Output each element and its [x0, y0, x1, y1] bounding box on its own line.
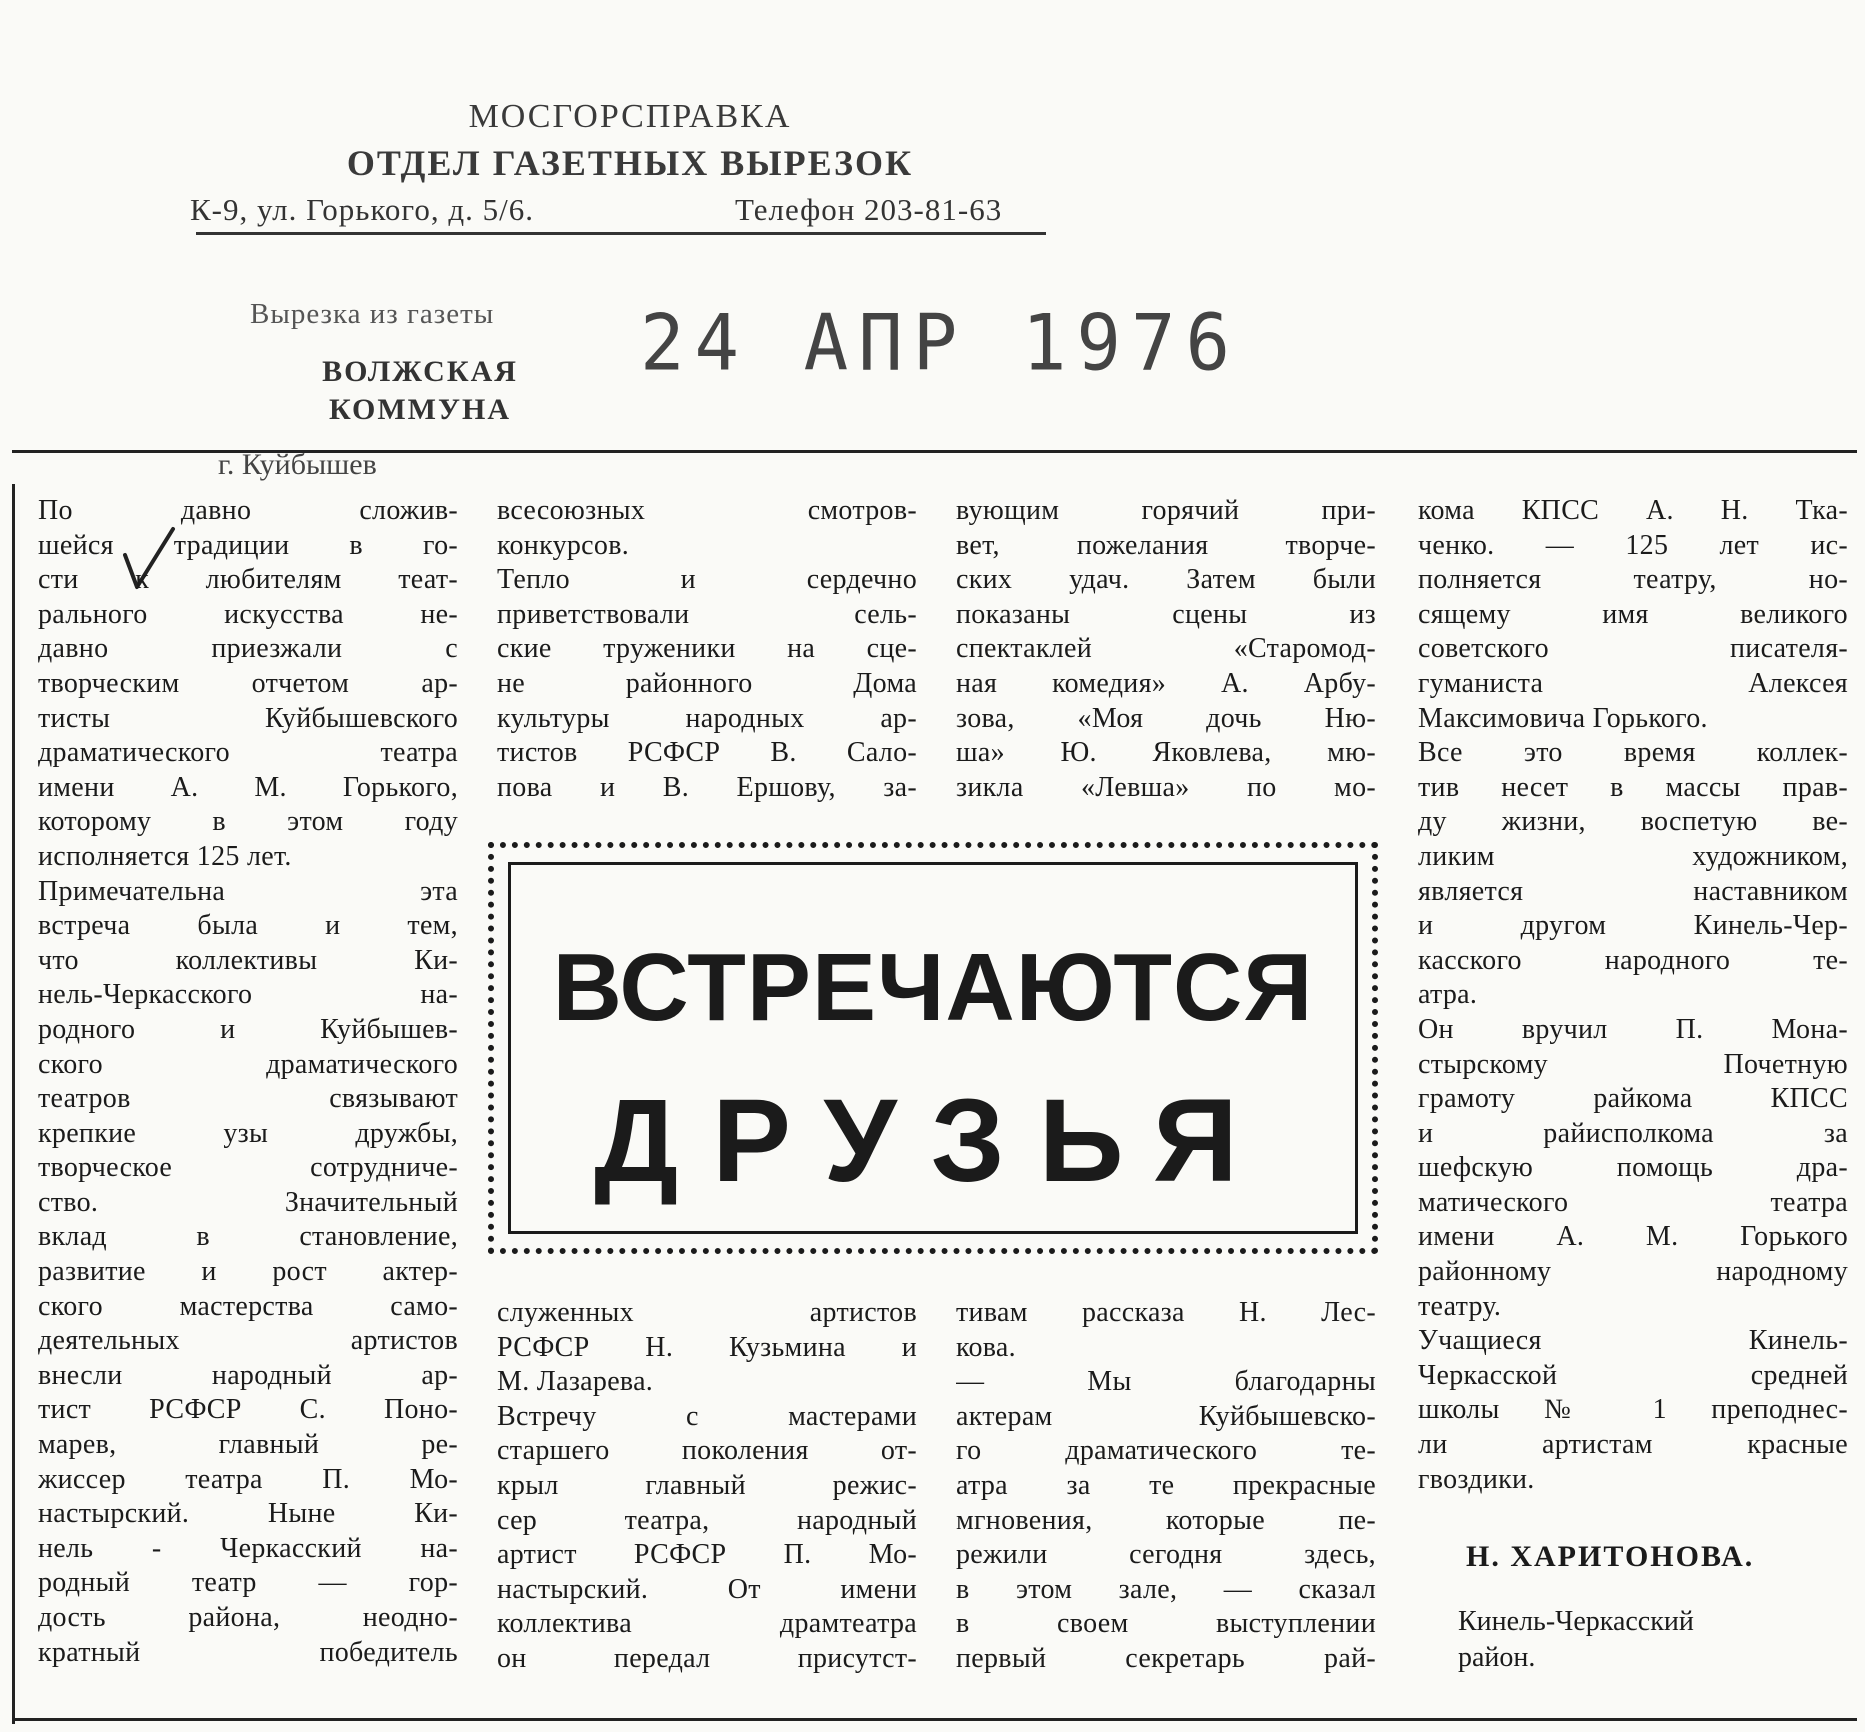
- text-line: вет, пожелания творче-: [956, 529, 1376, 561]
- text-line: По давно сложив-: [38, 495, 458, 526]
- text-line: первый секретарь рай-: [956, 1642, 1376, 1674]
- article-left-rule: [12, 484, 15, 1724]
- cut-label: Вырезка из газеты: [250, 298, 495, 330]
- text-line: тивам рассказа Н. Лес-: [956, 1297, 1376, 1328]
- text-line: ликим художником,: [1418, 840, 1848, 872]
- text-line: ша» Ю. Яковлева, мю-: [956, 737, 1376, 769]
- text-line: тив несет в массы прав-: [1418, 771, 1848, 803]
- article-column-2-top: [497, 494, 917, 805]
- text-line: рального искусства не-: [38, 598, 458, 630]
- text-line: М. Лазарева.: [497, 1366, 654, 1398]
- text-line: которому в этом году: [38, 806, 458, 838]
- district-line-2: район.: [1458, 1642, 1536, 1673]
- text-line: марев, главный ре-: [38, 1429, 458, 1461]
- text-line: мгновения, которые пе-: [956, 1504, 1376, 1536]
- text-line: и райисполкома за: [1418, 1117, 1848, 1149]
- text-line: шефскую помощь дра-: [1418, 1152, 1848, 1184]
- text-line: ли артистам красные: [1418, 1429, 1848, 1461]
- text-line: деятельных артистов: [38, 1325, 458, 1357]
- newspaper-name-line1: ВОЛЖСКАЯ: [322, 355, 518, 388]
- text-line: дость района, неодно-: [38, 1602, 458, 1633]
- text-line: драматического театра: [38, 737, 458, 769]
- newspaper-name: [290, 353, 550, 429]
- text-line: гвоздики.: [1418, 1463, 1535, 1495]
- text-line: сящему имя великого: [1418, 598, 1848, 630]
- text-line: крыл главный режис-: [497, 1469, 917, 1501]
- text-line: кома КПСС А. Н. Тка-: [1418, 495, 1848, 526]
- text-line: имени А. М. Горького,: [38, 771, 458, 803]
- text-line: вклад в становление,: [38, 1221, 458, 1253]
- headline-frame: [508, 862, 1358, 1234]
- agency-address: К-9, ул. Горького, д. 5/6.: [190, 192, 535, 227]
- text-line: культуры народных ар-: [497, 702, 917, 734]
- text-line: Примечательна эта: [38, 875, 458, 907]
- article-column-3-bottom: [956, 1296, 1376, 1677]
- date-stamp: 24 АПР 1976: [640, 297, 1241, 389]
- text-line: давно приезжали с: [38, 633, 458, 665]
- article-column-1: [38, 494, 458, 1670]
- article-column-3-top: [956, 494, 1376, 805]
- text-line: исполняется 125 лет.: [38, 840, 292, 872]
- department-name: ОТДЕЛ ГАЗЕТНЫХ ВЫРЕЗОК: [346, 143, 914, 183]
- text-line: пова и В. Ершову, за-: [497, 771, 917, 803]
- text-line: спектаклей «Старомод-: [956, 633, 1376, 665]
- text-line: родного и Куйбышев-: [38, 1013, 458, 1045]
- text-line: не районного Дома: [497, 667, 917, 699]
- text-line: ченко. — 125 лет ис-: [1418, 529, 1848, 561]
- text-line: Максимовича Горького.: [1418, 702, 1708, 734]
- text-line: нель-Черкасского на-: [38, 979, 458, 1011]
- text-line: настырский. От имени: [497, 1573, 917, 1605]
- text-line: конкурсов.: [497, 529, 630, 561]
- text-line: нель - Черкасский на-: [38, 1532, 458, 1564]
- text-line: Учащиеся Кинель-: [1418, 1325, 1848, 1357]
- text-line: старшего поколения от-: [497, 1435, 917, 1467]
- author-district: [1458, 1604, 1694, 1676]
- headline-line-2: ДРУЗЬЯ: [594, 1075, 1272, 1207]
- text-line: ство. Значительный: [38, 1186, 458, 1218]
- text-line: РСФСР Н. Кузьмина и: [497, 1331, 917, 1363]
- article-column-2-bottom: [497, 1296, 917, 1677]
- text-line: театров связывают: [38, 1083, 458, 1115]
- text-line: коллектива драмтеатра: [497, 1608, 917, 1640]
- text-line: зова, «Моя дочь Ню-: [956, 702, 1376, 734]
- text-line: ского мастерства само-: [38, 1290, 458, 1322]
- text-line: районному народному: [1418, 1256, 1848, 1288]
- text-line: внесли народный ар-: [38, 1359, 458, 1391]
- text-line: сер театра, народный: [497, 1504, 917, 1536]
- text-line: ские труженики на сце-: [497, 633, 917, 665]
- text-line: атра.: [1418, 979, 1478, 1011]
- text-line: родный театр — гор-: [38, 1567, 458, 1599]
- text-line: артист РСФСР П. Мо-: [497, 1539, 917, 1571]
- text-line: матического театра: [1418, 1186, 1848, 1218]
- article-top-rule: [12, 450, 1857, 453]
- text-line: настырский. Ныне Ки-: [38, 1498, 458, 1530]
- text-line: стырскому Почетную: [1418, 1048, 1848, 1080]
- text-line: творческое сотрудниче-: [38, 1152, 458, 1184]
- text-line: является наставником: [1418, 875, 1848, 907]
- article-bottom-rule: [12, 1718, 1857, 1721]
- text-line: тистов РСФСР В. Сало-: [497, 737, 917, 769]
- headline-line-1: ВСТРЕЧАЮТСЯ: [552, 934, 1314, 1041]
- text-line: приветствовали сель-: [497, 598, 917, 630]
- text-line: показаны сцены из: [956, 598, 1376, 630]
- text-line: жиссер театра П. Мо-: [38, 1463, 458, 1495]
- text-line: ских удач. Затем были: [956, 564, 1376, 596]
- text-line: кова.: [956, 1331, 1016, 1363]
- text-line: всесоюзных смотров-: [497, 495, 917, 526]
- text-line: кратный победитель: [38, 1636, 458, 1668]
- text-line: Он вручил П. Мона-: [1418, 1013, 1848, 1045]
- text-line: полняется театру, но-: [1418, 564, 1848, 596]
- text-line: встреча была и тем,: [38, 910, 458, 942]
- text-line: ная комедия» А. Арбу-: [956, 667, 1376, 699]
- text-line: в своем выступлении: [956, 1608, 1376, 1640]
- text-line: режили сегодня здесь,: [956, 1539, 1376, 1571]
- text-line: творческим отчетом ар-: [38, 667, 458, 699]
- headline-box: [488, 842, 1378, 1254]
- text-line: школы № 1 преподнес-: [1418, 1394, 1848, 1426]
- text-line: Все это время коллек-: [1418, 737, 1848, 769]
- text-line: он передал присутст-: [497, 1642, 917, 1674]
- text-line: и другом Кинель-Чер-: [1418, 910, 1848, 942]
- text-line: Тепло и сердечно: [497, 564, 917, 596]
- article-column-4: [1418, 494, 1848, 1497]
- text-line: в этом зале, — сказал: [956, 1573, 1376, 1605]
- text-line: ского драматического: [38, 1048, 458, 1080]
- text-line: шейся традиции в го-: [38, 529, 458, 561]
- text-line: крепкие узы дружбы,: [38, 1117, 458, 1149]
- text-line: тисты Куйбышевского: [38, 702, 458, 734]
- text-line: служенных артистов: [497, 1297, 917, 1328]
- text-line: зикла «Левша» по мо-: [956, 771, 1376, 803]
- agency-phone: Телефон 203-81-63: [735, 192, 1003, 227]
- text-line: гуманиста Алексея: [1418, 667, 1848, 699]
- newspaper-city: г. Куйбышев: [218, 448, 377, 481]
- text-line: атра за те прекрасные: [956, 1469, 1376, 1501]
- stamp-underline: [196, 232, 1046, 235]
- agency-name: МОСГОРСПРАВКА: [468, 98, 792, 135]
- text-line: театру.: [1418, 1290, 1502, 1322]
- text-line: го драматического те-: [956, 1435, 1376, 1467]
- text-line: Встречу с мастерами: [497, 1400, 917, 1432]
- text-line: ду жизни, воспетую ве-: [1418, 806, 1848, 838]
- author-name: Н. ХАРИТОНОВА.: [1466, 1540, 1755, 1573]
- text-line: тист РСФСР С. Поно-: [38, 1394, 458, 1426]
- text-line: сти к любителям теат-: [38, 564, 458, 596]
- district-line-1: Кинель-Черкасский: [1458, 1606, 1694, 1637]
- text-line: — Мы благодарны: [956, 1366, 1376, 1398]
- text-line: советского писателя-: [1418, 633, 1848, 665]
- text-line: актерам Куйбышевско-: [956, 1400, 1376, 1432]
- text-line: касского народного те-: [1418, 944, 1848, 976]
- text-line: что коллективы Ки-: [38, 944, 458, 976]
- text-line: развитие и рост актер-: [38, 1256, 458, 1288]
- text-line: вующим горячий при-: [956, 495, 1376, 526]
- text-line: грамоту райкома КПСС: [1418, 1083, 1848, 1115]
- text-line: имени А. М. Горького: [1418, 1221, 1848, 1253]
- text-line: Черкасской средней: [1418, 1359, 1848, 1391]
- newspaper-name-line2: КОММУНА: [329, 393, 511, 426]
